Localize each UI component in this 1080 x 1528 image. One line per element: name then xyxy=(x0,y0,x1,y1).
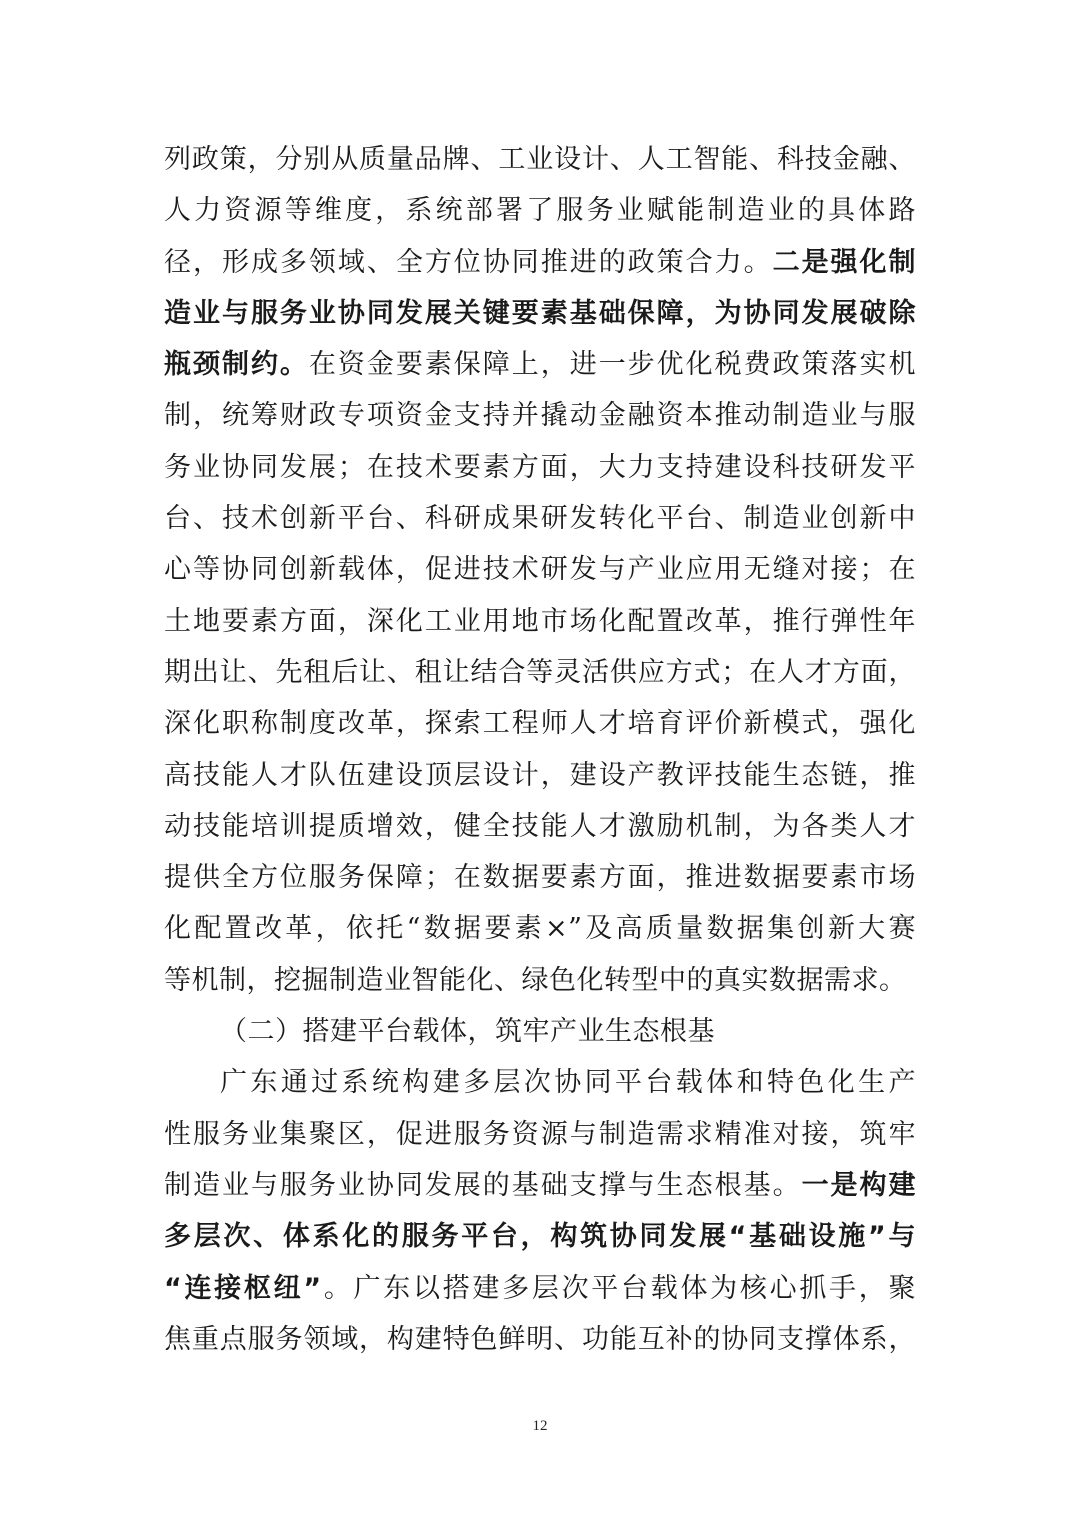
text-line xyxy=(164,750,916,801)
text-line xyxy=(164,1211,916,1262)
text-line xyxy=(164,544,916,595)
text-segment: 提供全方位服务保障；在数据要素方面，推进数据要素市场 xyxy=(164,862,916,894)
text-line xyxy=(164,1057,916,1108)
bold-text-segment: 二是强化制 xyxy=(772,246,917,278)
text-segment: 期出让、先租后让、租让结合等灵活供应方式；在人才方面， xyxy=(164,656,916,688)
text-line xyxy=(164,493,916,544)
text-segment: 动技能培训提质增效，健全技能人才激励机制，为各类人才 xyxy=(164,810,916,842)
text-segment: 人力资源等维度，系统部署了服务业赋能制造业的具体路 xyxy=(164,195,916,227)
text-line xyxy=(164,955,916,1006)
text-line xyxy=(164,134,916,185)
text-segment: 等机制，挖掘制造业智能化、绿色化转型中的真实数据需求。 xyxy=(164,964,907,996)
paragraph-policy-support xyxy=(164,134,916,1006)
text-segment: 焦重点服务领域，构建特色鲜明、功能互补的协同支撑体系， xyxy=(164,1323,916,1355)
text-line xyxy=(164,237,916,288)
text-segment: 化配置改革，依托“数据要素×”及高质量数据集创新大赛 xyxy=(164,913,916,945)
text-segment: 列政策，分别从质量品牌、工业设计、人工智能、科技金融、 xyxy=(164,144,916,175)
text-line xyxy=(164,185,916,236)
text-line xyxy=(164,1109,916,1160)
text-line xyxy=(164,390,916,441)
text-line xyxy=(164,288,916,339)
text-line xyxy=(164,903,916,954)
bold-text-segment: “连接枢纽” xyxy=(164,1272,322,1304)
text-segment: 性服务业集聚区，促进服务资源与制造需求精准对接，筑牢 xyxy=(164,1118,916,1150)
text-line xyxy=(164,442,916,493)
text-line xyxy=(164,801,916,852)
bold-text-segment: 造业与服务业协同发展关键要素基础保障，为协同发展破除 xyxy=(164,297,916,329)
text-segment: 心等协同创新载体，促进技术研发与产业应用无缝对接；在 xyxy=(164,554,916,586)
text-line xyxy=(164,596,916,647)
text-line xyxy=(164,1263,916,1314)
section-heading: （二）搭建平台载体，筑牢产业生态根基 xyxy=(220,1016,715,1048)
text-segment: 径，形成多领域、全方位协同推进的政策合力。 xyxy=(164,246,773,278)
text-line xyxy=(164,1160,916,1211)
text-line xyxy=(164,647,916,698)
text-segment: 务业协同发展；在技术要素方面，大力支持建设科技研发平 xyxy=(164,451,916,483)
text-segment: 在资金要素保障上，进一步优化税费政策落实机 xyxy=(308,349,917,381)
document-page xyxy=(164,134,916,1365)
text-line xyxy=(164,1314,916,1365)
bold-text-segment: 一是构建 xyxy=(801,1169,917,1201)
text-segment: 深化职称制度改革，探索工程师人才培育评价新模式，强化 xyxy=(164,708,916,740)
text-segment: 制，统筹财政专项资金支持并撬动金融资本推动制造业与服 xyxy=(164,400,916,432)
text-line xyxy=(164,339,916,390)
text-line xyxy=(164,852,916,903)
text-segment: 土地要素方面，深化工业用地市场化配置改革，推行弹性年 xyxy=(164,605,916,637)
bold-text-segment: 多层次、体系化的服务平台，构筑协同发展“基础设施”与 xyxy=(164,1221,916,1253)
text-segment: 台、技术创新平台、科研成果研发转化平台、制造业创新中 xyxy=(164,503,916,535)
text-line xyxy=(164,698,916,749)
text-segment: 。广东以搭建多层次平台载体为核心抓手，聚 xyxy=(321,1272,916,1304)
paragraph-platform-carriers xyxy=(164,1057,916,1365)
text-segment: 广东通过系统构建多层次协同平台载体和特色化生产 xyxy=(220,1067,916,1099)
bold-text-segment: 瓶颈制约。 xyxy=(164,349,309,381)
text-segment: 制造业与服务业协同发展的基础支撑与生态根基。 xyxy=(164,1169,802,1201)
text-segment: 高技能人才队伍建设顶层设计，建设产教评技能生态链，推 xyxy=(164,759,916,791)
page-number: 12 xyxy=(532,1418,548,1434)
